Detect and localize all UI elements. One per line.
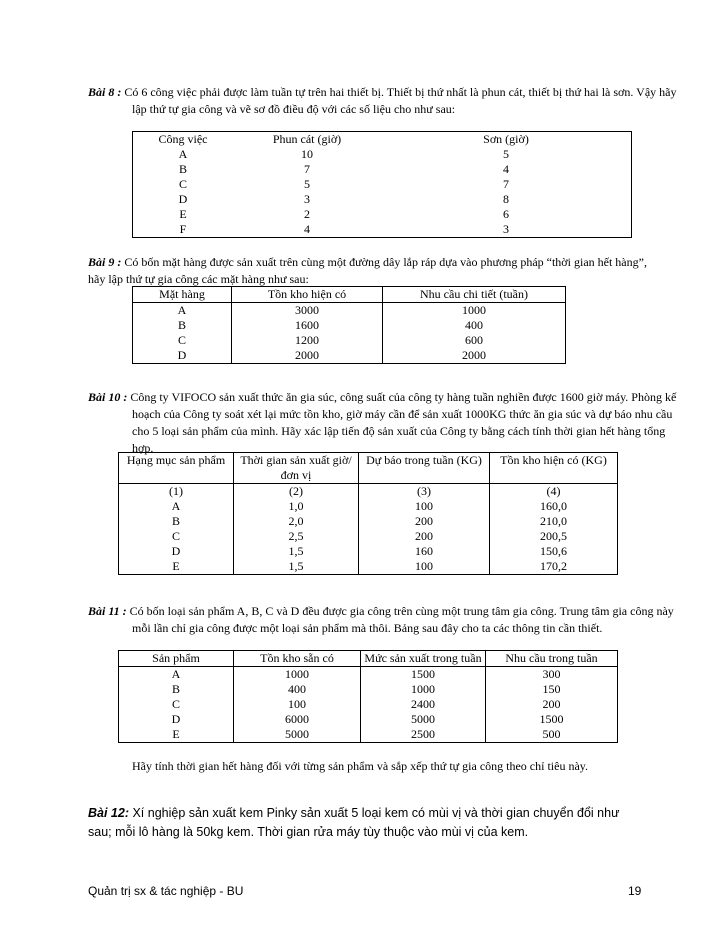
table-cell: 5000 [234,727,361,743]
table-cell: 3 [304,192,310,206]
table-header: Phun cát (giờ) [272,132,342,146]
table-cell: A [133,303,232,319]
table-header: Tồn kho hiện có (KG) [490,453,618,484]
table-cell: 400 [234,682,361,697]
table-cell: 7 [503,177,509,191]
table-cell: 170,2 [490,559,618,575]
table-header: Tồn kho hiện có [232,287,383,303]
table-cell: 8 [503,192,509,206]
table-cell: 300 [486,667,618,683]
table-row [133,207,632,222]
exercise-9-body: Có bốn mặt hàng được sản xuất trên cùng một đường dây lắp ráp dựa vào phương pháp “thời gian hết hàng”, hãy lập thứ tự gia công các mặt hàng như sau: [88,255,647,286]
table-cell: (3) [359,484,490,500]
table-row [133,348,566,364]
table-cell: B [133,318,232,333]
table-cell: D [119,544,234,559]
table-cell: 100 [359,559,490,575]
table-cell: 100 [359,499,490,514]
table-cell: E [119,559,234,575]
table-cell: (2) [234,484,359,500]
table-row [133,162,632,177]
table-cell: 1600 [232,318,383,333]
table-cell: D [178,192,188,206]
exercise-11-table [118,650,618,743]
table-cell: E [119,727,234,743]
table-row [119,499,618,514]
table-cell: 160,0 [490,499,618,514]
exercise-9-label: Bài 9 : [88,255,122,269]
table-cell: 1500 [486,712,618,727]
table-header: Mức sản xuất trong tuần [361,651,486,667]
table-cell: 3 [503,222,509,236]
table-cell: 5 [304,177,310,191]
exercise-11-question: Hãy tính thời gian hết hàng đối với từng sản phẩm và sắp xếp thứ tự gia công theo chỉ tiêu này. [132,759,588,773]
table-header: Thời gian sản xuất giờ/đơn vị [234,453,359,484]
exercise-8-text [88,84,692,118]
table-cell: 1000 [383,303,566,319]
table-cell: 500 [486,727,618,743]
table-row [119,667,618,683]
table-cell: 2 [304,207,310,221]
exercise-12-text [88,804,644,842]
table-cell: 1,5 [234,544,359,559]
exercise-10-body: Công ty VIFOCO sản xuất thức ăn gia súc, công suất của công ty hàng tuần nghiền được 1600 giờ máy. Phòng kế hoạch của Công ty soát xét lại mức tồn kho, giờ máy cần để sản xuất 1000KG thức ăn gia súc và dự báo nhu cầu cho 5 loại sản phẩm của mình. Hãy xác lập tiến độ sản xuất của Công ty bằng cách tính thời gian hết hàng tổng hợp. [127,390,677,455]
exercise-10-label: Bài 10 : [88,390,128,404]
table-row [119,697,618,712]
table-row [133,147,632,162]
footer-title: Quản trị sx & tác nghiệp - BU [88,884,244,898]
table-row [133,303,566,319]
table-header: Hạng mục sản phẩm [119,453,234,484]
table-cell: 160 [359,544,490,559]
table-header: Mặt hàng [133,287,232,303]
table-row [133,192,632,207]
table-row [119,529,618,544]
table-header: Nhu cầu trong tuần [486,651,618,667]
table-row [119,682,618,697]
table-row [133,333,566,348]
table-header: Sơn (giờ) [483,132,529,146]
table-cell: E [179,207,187,221]
table-cell: 2400 [361,697,486,712]
table-cell: 2,0 [234,514,359,529]
exercise-9-table [132,286,566,364]
table-row [119,727,618,743]
table-cell: B [178,162,187,176]
table-cell: C [119,697,234,712]
table-cell: 400 [383,318,566,333]
table-cell: 210,0 [490,514,618,529]
table-row [133,222,632,238]
table-row [133,177,632,192]
table-cell: 4 [304,222,310,236]
table-cell: 2,5 [234,529,359,544]
table-cell: 200 [359,514,490,529]
table-cell: 200 [486,697,618,712]
exercise-12-label: Bài 12: [88,806,129,820]
table-header: Sản phẩm [119,651,234,667]
table-cell: C [119,529,234,544]
table-row [119,712,618,727]
table-cell: 10 [301,147,313,161]
exercise-11-text [88,603,688,637]
exercise-8-table [132,131,632,238]
exercise-12-body: Xí nghiệp sản xuất kem Pinky sản xuất 5 loại kem có mùi vị và thời gian chuyển đổi như sau; mỗi lô hàng là 50kg kem. Thời gian rửa máy tùy thuộc vào mùi vị của kem. [88,806,620,839]
table-row [119,484,618,500]
table-cell: 600 [383,333,566,348]
exercise-11-label: Bài 11 : [88,604,127,618]
exercise-8-label: Bài 8 : [88,85,122,99]
table-cell: 5 [503,147,509,161]
table-cell: 2000 [383,348,566,364]
exercise-9-text [88,254,648,288]
table-cell: D [133,348,232,364]
exercise-10-text [88,389,688,457]
exercise-8-body: Có 6 công việc phải được làm tuần tự trên hai thiết bị. Thiết bị thứ nhất là phun cát, thiết bị thứ hai là sơn. Vậy hãy lập thứ tự gia công và vẽ sơ đồ điều độ với các số liệu cho như sau: [121,85,677,116]
exercise-11-body: Có bốn loại sản phẩm A, B, C và D đều được gia công trên cùng một trung tâm gia công. Trung tâm gia công này mỗi lần chỉ gia công được một loại sản phẩm mà thôi. Bảng sau đây cho ta các thông tin cần thiết. [126,604,674,635]
table-cell: 4 [503,162,509,176]
table-row [119,514,618,529]
table-cell: 5000 [361,712,486,727]
table-cell: A [119,499,234,514]
table-cell: B [119,682,234,697]
table-cell: A [119,667,234,683]
table-row [119,559,618,575]
table-cell: C [133,333,232,348]
table-cell: 200,5 [490,529,618,544]
table-header: Nhu cầu chi tiết (tuần) [383,287,566,303]
table-cell: 150 [486,682,618,697]
table-cell: 6000 [234,712,361,727]
table-header: Công việc [158,132,208,146]
table-cell: 200 [359,529,490,544]
table-cell: 100 [234,697,361,712]
table-cell: F [179,222,187,236]
table-cell: 1500 [361,667,486,683]
table-cell: 3000 [232,303,383,319]
table-cell: 6 [503,207,509,221]
table-cell: 2500 [361,727,486,743]
table-cell: 1000 [361,682,486,697]
table-cell: A [178,147,188,161]
table-header: Dự báo trong tuần (KG) [359,453,490,484]
page-number: 19 [628,884,642,898]
table-cell: 1,0 [234,499,359,514]
table-cell: (1) [119,484,234,500]
table-row [133,318,566,333]
table-row [119,544,618,559]
table-cell: 2000 [232,348,383,364]
table-cell: 1,5 [234,559,359,575]
table-header: Tồn kho sẵn có [234,651,361,667]
table-cell: (4) [490,484,618,500]
table-cell: 1200 [232,333,383,348]
exercise-10-table [118,452,618,575]
table-cell: 7 [304,162,310,176]
table-cell: B [119,514,234,529]
table-cell: D [119,712,234,727]
table-cell: 150,6 [490,544,618,559]
table-cell: 1000 [234,667,361,683]
table-cell: C [178,177,187,191]
